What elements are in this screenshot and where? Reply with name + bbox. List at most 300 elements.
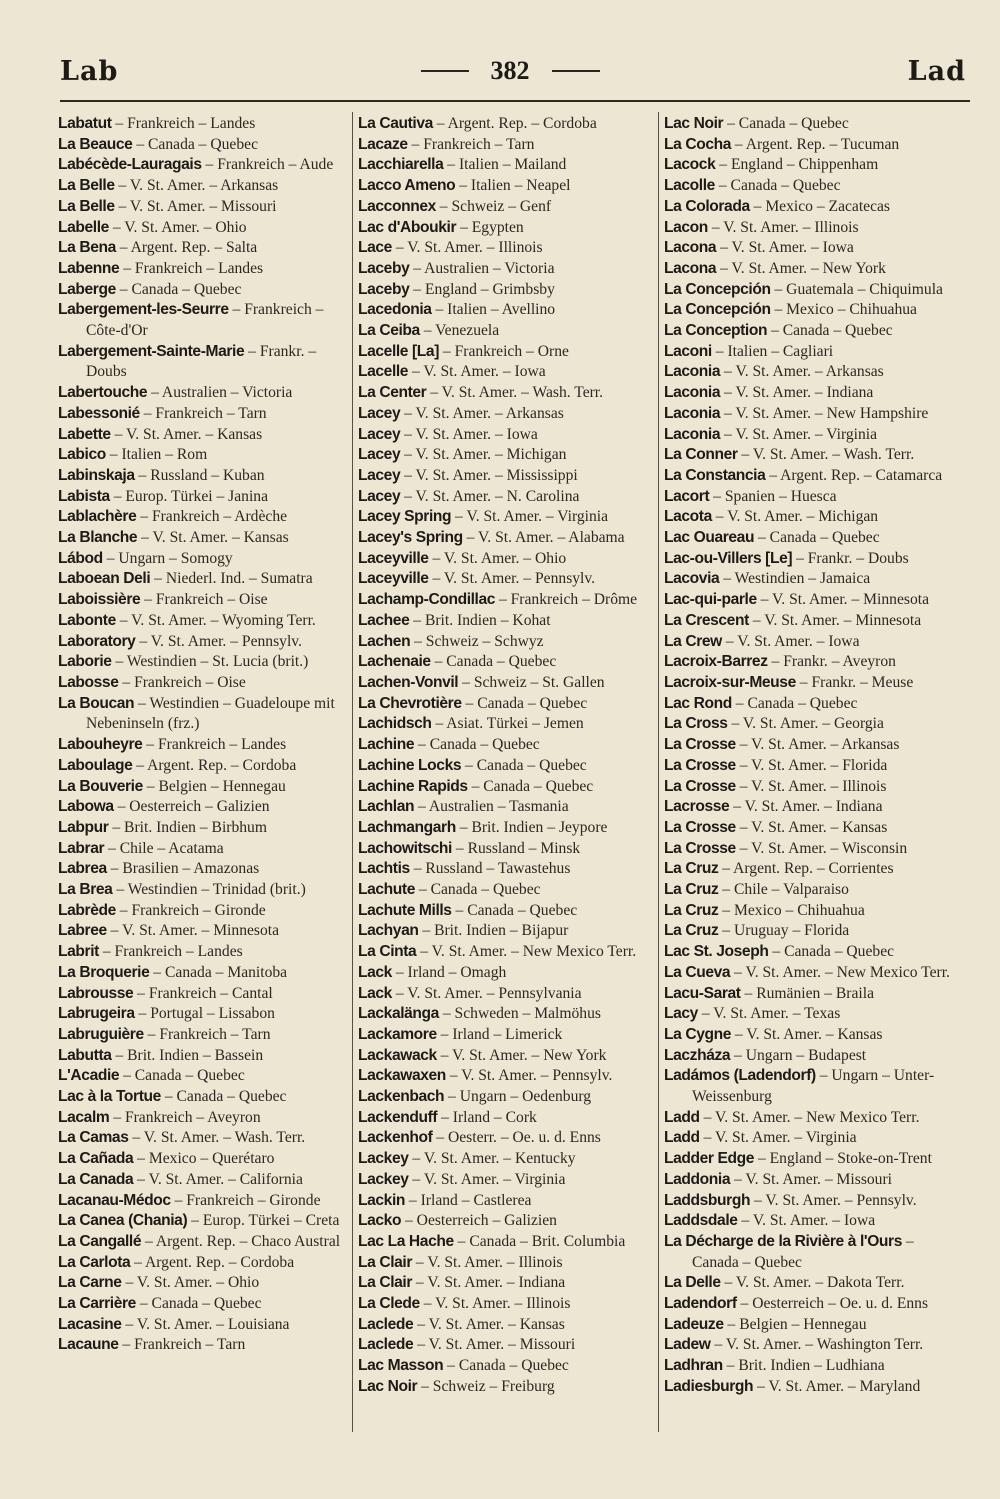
entry-location: – England – Grimbsby	[413, 280, 555, 298]
entry-placename: Lackamore	[358, 1025, 437, 1043]
gazetteer-entry	[664, 218, 964, 239]
entry-placename: Lacelle [La]	[358, 342, 439, 360]
entry-location: – Oesterreich – Galizien	[404, 1212, 557, 1230]
entry-placename: La Blanche	[58, 529, 138, 547]
gazetteer-entry	[58, 777, 358, 798]
entry-location: – V. St. Amer. – Wash. Terr.	[132, 1129, 306, 1147]
entry-location: – V. St. Amer. – Pennsylv.	[139, 632, 302, 650]
gazetteer-entry	[58, 1294, 358, 1315]
gazetteer-entry	[664, 1170, 964, 1191]
entry-location: – Brit. Indien – Bassein	[115, 1046, 264, 1064]
entry-location: – V. St. Amer. – Virginia	[412, 1170, 566, 1188]
gazetteer-entry	[664, 300, 964, 321]
entry-placename: Lac St. Joseph	[664, 943, 769, 961]
entry-placename: Labico	[58, 446, 106, 464]
entry-location: – Canada – Quebec	[418, 881, 541, 899]
entry-location: – V. St. Amer. – Kansas	[734, 1025, 883, 1043]
entry-location: – V. St. Amer. – New York	[720, 259, 886, 277]
gazetteer-entry	[358, 197, 658, 218]
entry-location: – Oesterreich – Galizien	[117, 798, 270, 816]
entry-placename: Lachlan	[358, 798, 415, 816]
entry-location: – Canada – Quebec	[735, 694, 858, 712]
entry-placename: La Camas	[58, 1129, 129, 1147]
entry-placename: La Cruz	[664, 881, 719, 899]
entry-location: – V. St. Amer. – Georgia	[731, 715, 884, 733]
entry-location: – Oesterr. – Oe. u. d. Enns	[436, 1129, 601, 1147]
entry-placename: Lacelle	[358, 363, 409, 381]
entry-placename: Labrea	[58, 860, 107, 878]
entry-location: – Mexico – Querétaro	[137, 1150, 275, 1168]
gazetteer-entry	[664, 901, 964, 922]
entry-location: – Canada – Quebec	[718, 177, 841, 195]
entry-location: – Frankreich – Gironde	[174, 1191, 321, 1209]
entry-placename: La Crosse	[664, 756, 736, 774]
entry-placename: Labertouche	[58, 384, 148, 402]
entry-location: – Canada – Quebec	[771, 322, 893, 340]
gazetteer-entry	[358, 673, 658, 694]
header-rule-left	[421, 70, 469, 72]
entry-location: – Mexico – Zacatecas	[753, 197, 891, 215]
entry-location: – Westindien – St. Lucia (brit.)	[115, 653, 309, 671]
entry-location: – V. St. Amer. – Illinois	[739, 777, 887, 795]
gazetteer-entry	[58, 259, 358, 280]
gazetteer-entry	[58, 632, 358, 653]
entry-placename: Lacroix-sur-Meuse	[664, 673, 796, 691]
gazetteer-entry	[664, 528, 964, 549]
entry-placename: Lachute Mills	[358, 901, 452, 919]
entry-placename: Lac La Hache	[358, 1232, 454, 1250]
entry-location: – V. St. Amer. – Virginia	[724, 425, 878, 443]
entry-placename: Lace	[358, 239, 392, 257]
entry-placename: Labrugeira	[58, 1005, 135, 1023]
entry-location: – Frankreich – Aveyron	[113, 1108, 261, 1126]
entry-location: – Frankreich – Aude	[205, 156, 334, 174]
gazetteer-entry	[358, 487, 658, 508]
gazetteer-entry	[58, 921, 358, 942]
entry-location: – Frankr. – Aveyron	[771, 653, 896, 671]
entry-placename: Labutta	[58, 1046, 112, 1064]
gazetteer-entry	[58, 1253, 358, 1274]
entry-location: – Irland – Omagh	[395, 963, 507, 981]
gazetteer-entry	[58, 218, 358, 239]
entry-placename: Lacko	[358, 1212, 402, 1230]
entry-placename: Labista	[58, 487, 110, 505]
entry-location: – Canada – Quebec	[447, 1357, 569, 1375]
entry-placename: La Constancia	[664, 466, 766, 484]
entry-location: – Irland – Castlerea	[408, 1191, 532, 1209]
gazetteer-entry	[664, 1046, 964, 1067]
entry-placename: La Broquerie	[58, 963, 150, 981]
entry-placename: La Crescent	[664, 611, 749, 629]
entry-placename: Laborie	[58, 653, 112, 671]
gazetteer-entry	[664, 735, 964, 756]
entry-placename: La Center	[358, 384, 427, 402]
entry-placename: Laclede	[358, 1315, 414, 1333]
gazetteer-entry	[664, 777, 964, 798]
entry-placename: Ladd	[664, 1108, 700, 1126]
entry-placename: Ladeuze	[664, 1315, 724, 1333]
entry-location: – V. St. Amer. – Kansas	[739, 818, 888, 836]
entry-location: – V. St. Amer. – Arkansas	[724, 363, 884, 381]
entry-location: – Brit. Indien – Jeypore	[459, 818, 608, 836]
entry-location: – Venezuela	[423, 322, 500, 340]
gazetteer-entry	[664, 1294, 964, 1315]
gazetteer-entry	[358, 1232, 658, 1253]
entry-location: – Westindien – Guadeloupe mit Nebeninseln (frz.)	[86, 694, 335, 733]
gazetteer-entry	[358, 984, 658, 1005]
entry-location: – Canada – Brit. Columbia	[457, 1232, 626, 1250]
gazetteer-entry	[664, 1149, 964, 1170]
entry-placename: Lacey	[358, 425, 401, 443]
gazetteer-entry	[58, 383, 358, 404]
gazetteer-entry	[664, 611, 964, 632]
gazetteer-entry	[664, 880, 964, 901]
gazetteer-entry	[58, 404, 358, 425]
entry-placename: Lackenbach	[358, 1088, 445, 1106]
entry-location: – Westindien – Trinidad (brit.)	[116, 881, 306, 899]
entry-location: – V. St. Amer. – Pennsylv.	[754, 1191, 917, 1209]
gazetteer-entry	[358, 425, 658, 446]
entry-placename: Lacu-Sarat	[664, 984, 741, 1002]
gazetteer-entry	[358, 880, 658, 901]
entry-placename: La Canada	[58, 1170, 134, 1188]
entry-placename: La Carlota	[58, 1253, 131, 1271]
entry-placename: Lachee	[358, 611, 410, 629]
entry-location: – Uruguay – Florida	[722, 922, 850, 940]
entry-location: – V. St. Amer. – Minnesota	[110, 922, 280, 940]
entry-placename: La Clede	[358, 1295, 420, 1313]
entry-placename: Lachmangarh	[358, 818, 456, 836]
entry-location: – Brit. Indien – Ludhiana	[726, 1357, 885, 1375]
entry-placename: Lachyan	[358, 922, 419, 940]
gazetteer-entry	[358, 652, 658, 673]
entry-placename: Laboratory	[58, 632, 136, 650]
entry-placename: La Crosse	[664, 777, 736, 795]
gazetteer-entry	[664, 445, 964, 466]
entry-placename: La Conner	[664, 446, 738, 464]
entry-location: – V. St. Amer. – Arkansas	[118, 177, 279, 195]
entry-placename: La Cruz	[664, 922, 719, 940]
entry-placename: Lac Ouareau	[664, 529, 755, 547]
entry-location: – Chile – Valparaiso	[722, 881, 849, 899]
entry-location: – Italien – Neapel	[459, 177, 571, 195]
entry-location: – V. St. Amer. – Missouri	[734, 1170, 893, 1188]
entries-column-3	[664, 114, 964, 1398]
entry-location: – V. St. Amer. – Ohio	[125, 1274, 260, 1292]
entry-location: – V. St. Amer. – Indiana	[415, 1274, 566, 1292]
entry-location: – Russland – Kuban	[138, 466, 265, 484]
entry-placename: Lacon	[664, 218, 708, 236]
entry-placename: Ladd	[664, 1129, 700, 1147]
entry-placename: La Delle	[664, 1274, 721, 1292]
entry-location: – V. St. Amer. – Virginia	[703, 1129, 857, 1147]
entry-placename: Laceby	[358, 259, 410, 277]
entry-placename: Labruguière	[58, 1025, 144, 1043]
gazetteer-entry	[58, 507, 358, 528]
entry-location: – Ungarn – Budapest	[734, 1046, 867, 1064]
gazetteer-entry	[664, 425, 964, 446]
entry-location: – Irland – Limerick	[440, 1025, 563, 1043]
page-number-block	[415, 56, 605, 86]
entry-placename: Lackey	[358, 1150, 409, 1168]
entry-placename: Labinskaja	[58, 466, 135, 484]
gazetteer-entry	[58, 756, 358, 777]
entry-placename: Lachenaie	[358, 653, 431, 671]
entry-location: – Belgien – Hennegau	[146, 777, 286, 795]
gazetteer-entry	[58, 1025, 358, 1046]
gazetteer-entry	[664, 176, 964, 197]
gazetteer-entry	[664, 280, 964, 301]
gazetteer-entry	[664, 197, 964, 218]
gazetteer-entry	[664, 1377, 964, 1398]
entry-location: – Frankreich – Côte-d'Or	[86, 301, 324, 340]
entry-location: – Frankreich – Ardèche	[140, 508, 288, 526]
entry-location: – Argent. Rep. – Chaco Austral	[145, 1232, 341, 1250]
gazetteer-entry	[358, 528, 658, 549]
gazetteer-entry	[664, 259, 964, 280]
entry-location: – V. St. Amer. – Missouri	[118, 197, 277, 215]
entry-location: – Canada – Quebec	[139, 1295, 262, 1313]
entry-location: – V. St. Amer. – Pennsylv.	[432, 570, 596, 588]
gazetteer-entry	[58, 342, 358, 383]
entry-location: – Argent. Rep. – Catamarca	[769, 466, 943, 484]
entry-placename: Ladder Edge	[664, 1150, 755, 1168]
entry-placename: Lacolle	[664, 177, 715, 195]
entry-placename: Lacasine	[58, 1315, 122, 1333]
gazetteer-entry	[58, 984, 358, 1005]
gazetteer-entry	[358, 155, 658, 176]
entry-location: – England – Stoke-on-Trent	[757, 1150, 932, 1168]
entry-placename: La Clair	[358, 1253, 412, 1271]
entry-location: – V. St. Amer. – California	[137, 1170, 303, 1188]
entry-placename: La Crosse	[664, 736, 736, 754]
gazetteer-entry	[358, 1211, 658, 1232]
entry-placename: Lachine Locks	[358, 756, 462, 774]
entry-placename: Laconia	[664, 404, 721, 422]
entry-placename: La Belle	[58, 177, 115, 195]
gazetteer-entry	[664, 1191, 964, 1212]
gazetteer-entry	[358, 362, 658, 383]
entry-location: – Schweiz – Genf	[439, 197, 552, 215]
entry-placename: Lacaze	[358, 135, 408, 153]
gazetteer-entry	[664, 507, 964, 528]
entry-placename: Lac Masson	[358, 1357, 444, 1375]
gazetteer-entry	[358, 383, 658, 404]
gazetteer-entry	[664, 1128, 964, 1149]
gazetteer-entry	[358, 176, 658, 197]
entry-placename: La Décharge de la Rivière à l'Ours	[664, 1232, 902, 1250]
entry-location: – Schweiz – Schwyz	[414, 632, 544, 650]
gazetteer-entry	[664, 321, 964, 342]
entry-location: – V. St. Amer. – New Hampshire	[724, 404, 929, 422]
gazetteer-entry	[58, 569, 358, 590]
entry-placename: Lac à la Tortue	[58, 1088, 161, 1106]
entry-location: – Canada – Quebec	[136, 135, 258, 153]
entry-placename: La Beauce	[58, 135, 133, 153]
gazetteer-entry	[664, 1335, 964, 1356]
entry-placename: Lacey's Spring	[358, 529, 463, 547]
gazetteer-entry	[58, 1066, 358, 1087]
entry-placename: Lacort	[664, 487, 710, 505]
gazetteer-entry	[358, 1377, 658, 1398]
gazetteer-entry	[664, 1315, 964, 1336]
header-left-catchword: Lab	[60, 56, 119, 87]
entry-location: – V. St. Amer. – Illinois	[711, 218, 859, 236]
entry-placename: Lablachère	[58, 508, 137, 526]
entry-location: – V. St. Amer. – New Mexico Terr.	[734, 963, 950, 981]
entry-placename: La Cross	[664, 715, 728, 733]
entry-location: – Portugal – Lissabon	[138, 1005, 275, 1023]
entry-placename: Labrit	[58, 943, 99, 961]
gazetteer-entry	[358, 300, 658, 321]
gazetteer-entry	[664, 1108, 964, 1129]
gazetteer-entry	[58, 901, 358, 922]
entry-location: – Egypten	[460, 218, 524, 236]
entry-location: – V. St. Amer. – Kentucky	[412, 1150, 576, 1168]
gazetteer-entry	[358, 611, 658, 632]
entry-location: – V. St. Amer. – Iowa	[720, 239, 854, 257]
gazetteer-entry	[664, 673, 964, 694]
entry-placename: Lackin	[358, 1191, 406, 1209]
gazetteer-entry	[358, 901, 658, 922]
entry-location: – Schweiz – Freiburg	[421, 1377, 555, 1395]
gazetteer-entry	[664, 487, 964, 508]
entry-placename: La Chevrotière	[358, 694, 462, 712]
entry-placename: Labenne	[58, 259, 120, 277]
entry-placename: La Clair	[358, 1274, 412, 1292]
entry-location: – Argent. Rep. – Corrientes	[722, 860, 894, 878]
entry-location: – Frankreich – Oise	[144, 591, 268, 609]
entry-placename: La Boucan	[58, 694, 135, 712]
entry-placename: La Cruz	[664, 860, 719, 878]
entry-placename: Lac-ou-Villers [Le]	[664, 549, 793, 567]
gazetteer-entry	[358, 797, 658, 818]
entry-placename: Lacco Ameno	[358, 177, 456, 195]
gazetteer-entry	[358, 321, 658, 342]
gazetteer-entry	[58, 238, 358, 259]
gazetteer-entry	[664, 632, 964, 653]
gazetteer-entry	[58, 445, 358, 466]
entry-placename: Labrousse	[58, 984, 134, 1002]
entry-placename: Labergement-Sainte-Marie	[58, 342, 245, 360]
gazetteer-entry	[58, 549, 358, 570]
gazetteer-entry	[664, 1232, 964, 1273]
entry-placename: Ladámos (Ladendorf)	[664, 1067, 816, 1085]
entry-location: – Canada – Quebec	[123, 1067, 245, 1085]
entry-location: – Argent. Rep. – Cordoba	[134, 1253, 295, 1271]
entry-location: – Europ. Türkei – Janina	[113, 487, 269, 505]
gazetteer-entry	[358, 735, 658, 756]
entry-placename: La Ceiba	[358, 322, 420, 340]
entry-location: – V. St. Amer. – Illinois	[395, 239, 543, 257]
entry-placename: Lacey	[358, 404, 401, 422]
entry-placename: Lacy	[664, 1005, 698, 1023]
gazetteer-entry	[58, 735, 358, 756]
entry-placename: La Carne	[58, 1274, 122, 1292]
entry-location: – V. St. Amer. – New Mexico Terr.	[420, 943, 637, 961]
entry-location: – Ungarn – Somogy	[106, 549, 233, 567]
gazetteer-entry	[358, 549, 658, 570]
entry-placename: La Crew	[664, 632, 722, 650]
entries-column-1	[58, 114, 358, 1356]
entry-location: – Westindien – Jamaica	[723, 570, 871, 588]
entry-placename: Ladiesburgh	[664, 1377, 754, 1395]
entry-placename: Lack	[358, 963, 392, 981]
entry-location: – Frankreich – Gironde	[119, 901, 266, 919]
gazetteer-entry	[58, 176, 358, 197]
gazetteer-entry	[358, 756, 658, 777]
entry-location: – Italien – Mailand	[447, 156, 567, 174]
gazetteer-entry	[58, 963, 358, 984]
entry-placename: L'Acadie	[58, 1067, 120, 1085]
header-right-catchword: Lad	[907, 56, 966, 87]
entry-placename: Lacona	[664, 259, 717, 277]
gazetteer-entry	[58, 590, 358, 611]
entry-placename: Lachen-Vonvil	[358, 673, 459, 691]
gazetteer-entry	[58, 942, 358, 963]
entry-placename: Laboean Deli	[58, 570, 151, 588]
entry-placename: La Conception	[664, 322, 768, 340]
entry-placename: Lacchiarella	[358, 156, 444, 174]
gazetteer-entry	[664, 1273, 964, 1294]
gazetteer-entry	[358, 569, 658, 590]
entry-location: – Frankreich – Cantal	[137, 984, 273, 1002]
gazetteer-entry	[358, 1149, 658, 1170]
entry-location: – Frankreich – Tarn	[122, 1336, 246, 1354]
entry-placename: Lacock	[664, 156, 716, 174]
entry-location: – Canada – Quebec	[772, 943, 895, 961]
entry-location: – Frankreich – Drôme	[498, 591, 638, 609]
entry-placename: Lachamp-Condillac	[358, 591, 496, 609]
gazetteer-entry	[664, 1211, 964, 1232]
entry-placename: La Cinta	[358, 943, 417, 961]
entry-location: – V. St. Amer. – Ohio	[112, 218, 247, 236]
gazetteer-entry	[664, 114, 964, 135]
entry-placename: Laceyville	[358, 570, 429, 588]
entry-location: – Canada – Quebec	[434, 653, 557, 671]
entry-placename: Lack	[358, 984, 392, 1002]
entry-location: – Canada – Quebec	[418, 736, 540, 754]
entry-location: – Frankreich – Landes	[102, 943, 243, 961]
entry-placename: La Bena	[58, 239, 116, 257]
gazetteer-entry	[358, 259, 658, 280]
entry-location: – V. St. Amer. – Kansas	[141, 529, 289, 547]
gazetteer-entry	[358, 818, 658, 839]
gazetteer-entry	[358, 1253, 658, 1274]
entry-location: – Canada – Quebec	[119, 280, 242, 298]
gazetteer-entry	[58, 466, 358, 487]
gazetteer-entry	[58, 1004, 358, 1025]
entry-location: – V. St. Amer. – Mississippi	[404, 466, 578, 484]
entry-location: – V. St. Amer. – Indiana	[724, 384, 874, 402]
entry-placename: Lac-qui-parle	[664, 591, 757, 609]
entry-placename: La Cruz	[664, 901, 719, 919]
entry-placename: Lachine	[358, 736, 415, 754]
gazetteer-entry	[664, 1356, 964, 1377]
entry-placename: Laddonia	[664, 1170, 731, 1188]
entry-location: – V. St. Amer. – Wisconsin	[739, 839, 908, 857]
gazetteer-entry	[58, 1273, 358, 1294]
entry-placename: Laconia	[664, 363, 721, 381]
gazetteer-entry	[664, 383, 964, 404]
gazetteer-entry	[358, 1273, 658, 1294]
gazetteer-entry	[358, 714, 658, 735]
entry-placename: Labelle	[58, 218, 109, 236]
entry-location: – Frankreich – Landes	[115, 115, 256, 132]
gazetteer-entry	[58, 1232, 358, 1253]
gazetteer-entry	[358, 1108, 658, 1129]
entry-location: – Canada – Quebec	[465, 756, 587, 774]
